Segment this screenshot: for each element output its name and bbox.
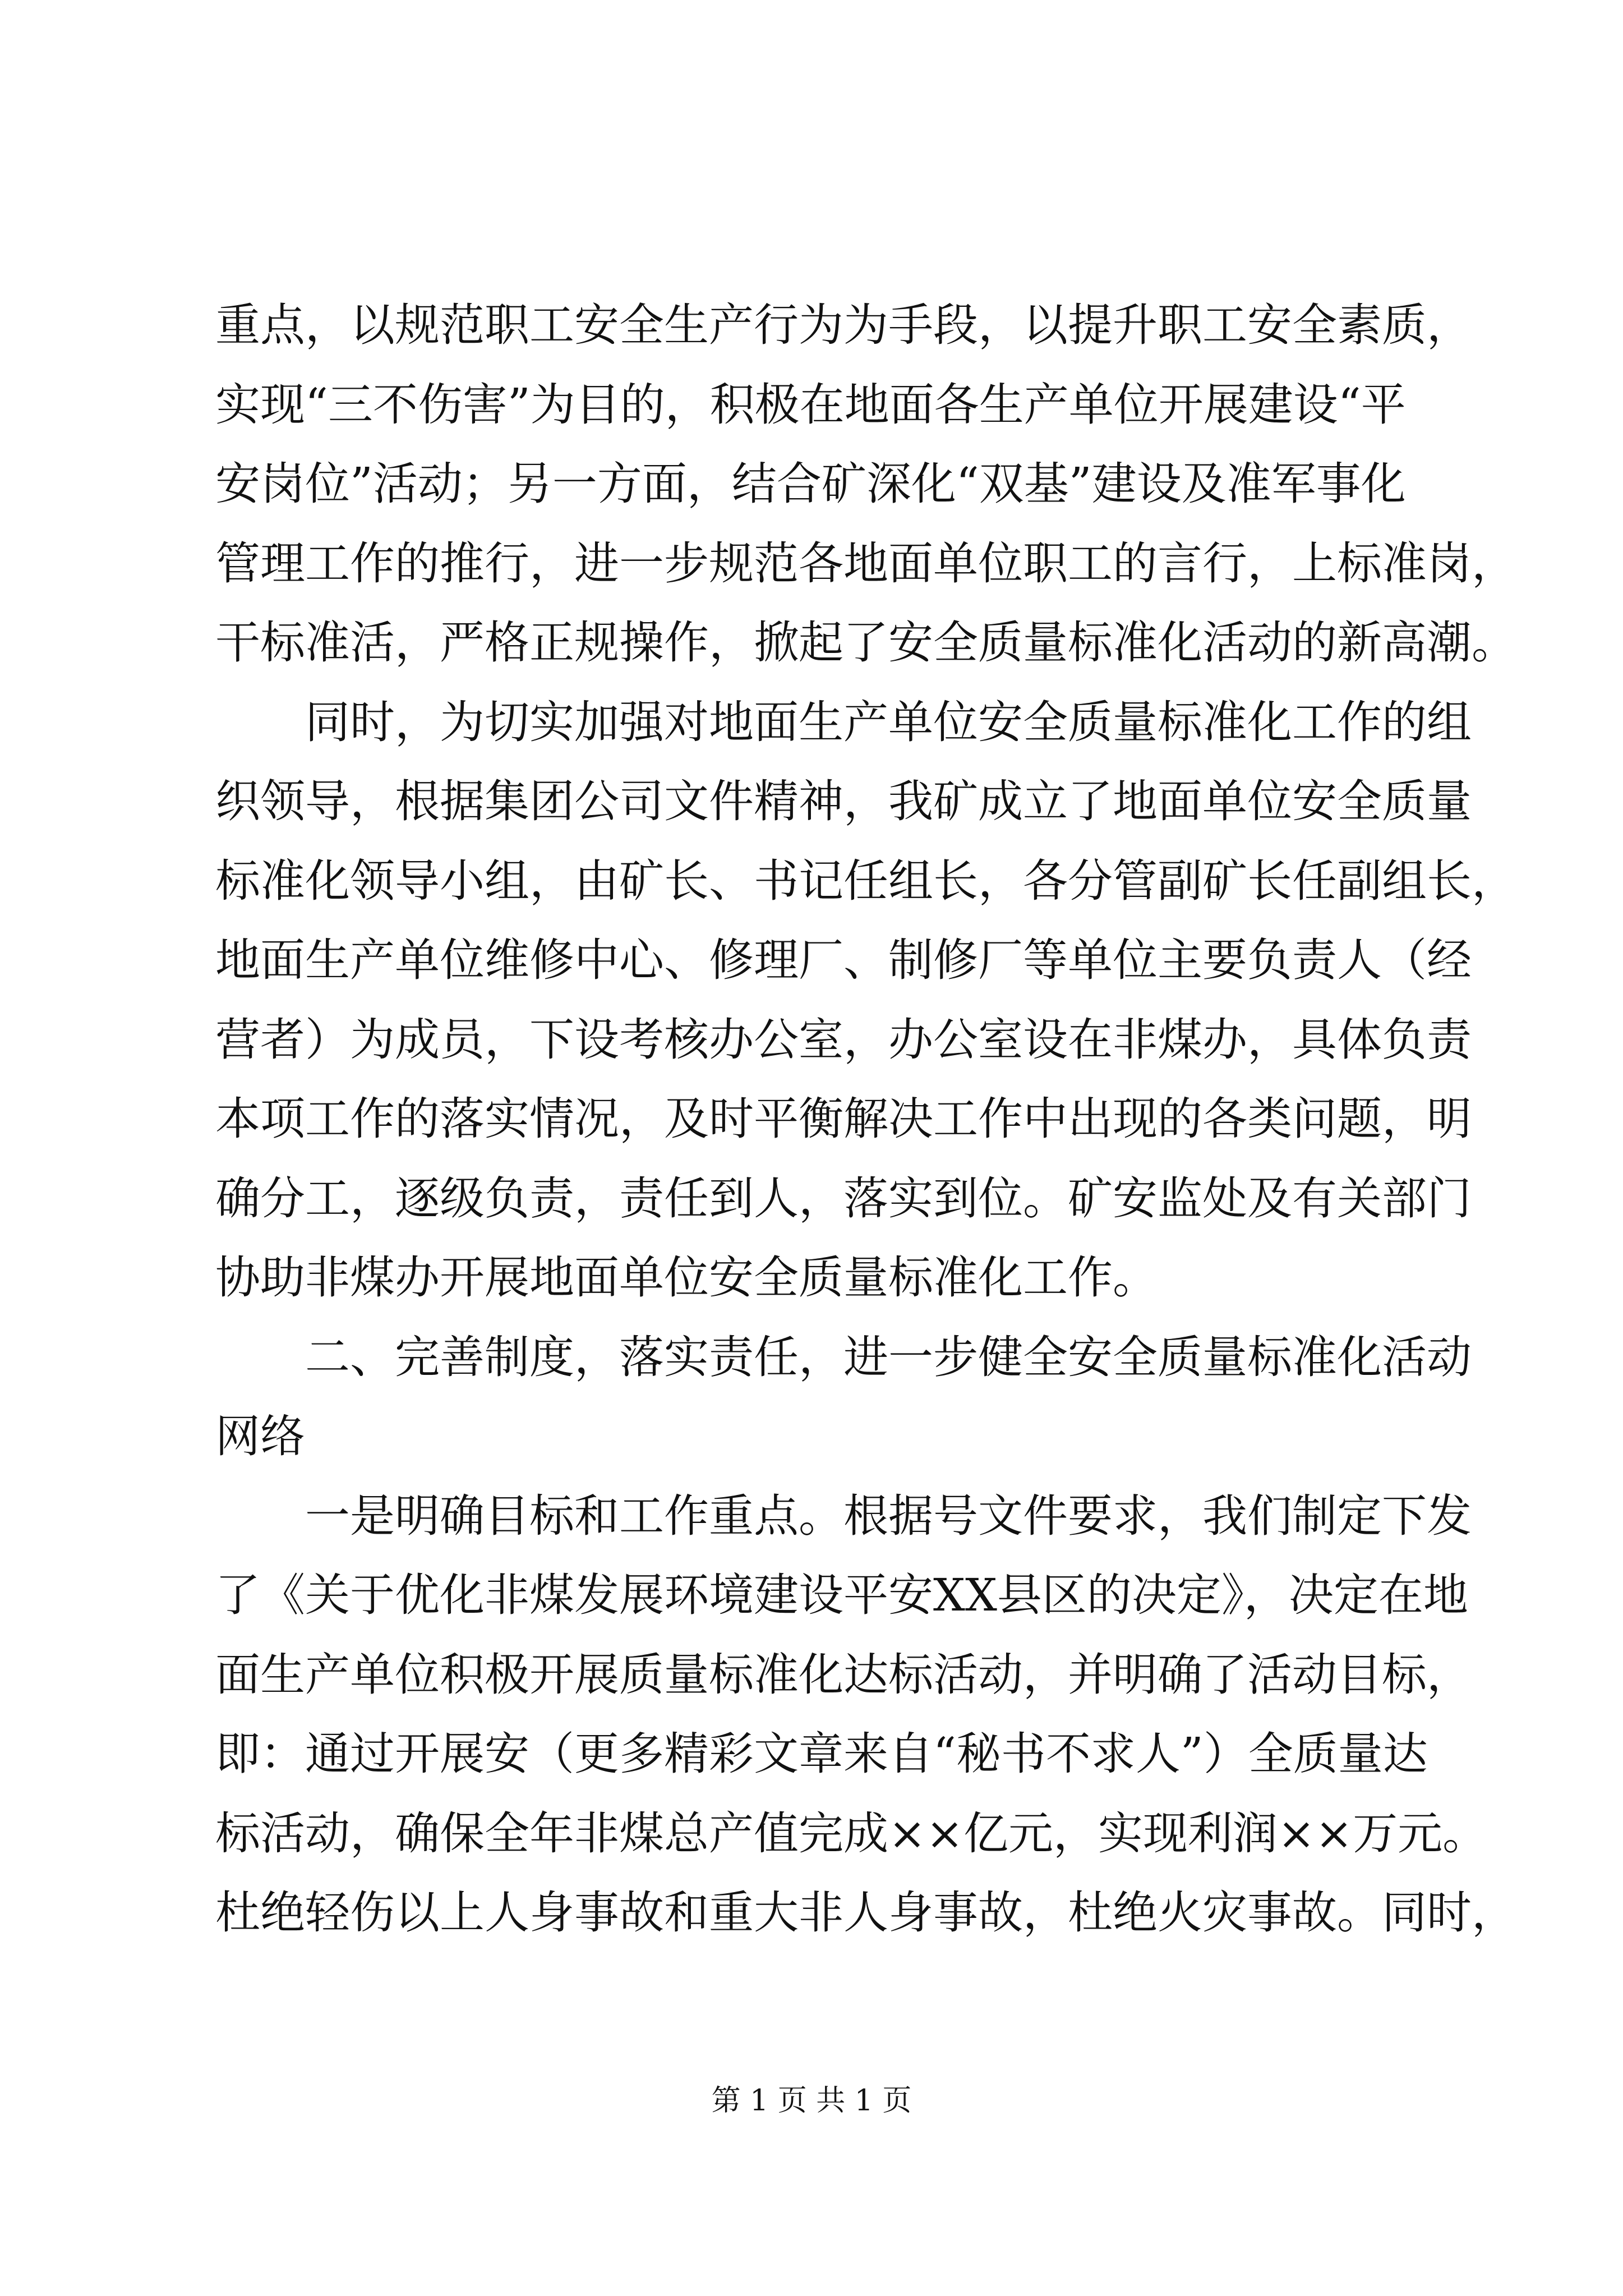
text-line: 杜绝轻伤以上人身事故和重大非人身事故，杜绝火灾事故。同时， [215, 1887, 1516, 1939]
text-line: 本项工作的落实情况，及时平衡解决工作中出现的各类问题，明 [215, 1093, 1472, 1145]
text-line: 同时，为切实加强对地面生产单位安全质量标准化工作的组 [215, 696, 1472, 748]
text-line: 即：通过开展安（更多精彩文章来自“秘书不求人”）全质量达 [215, 1728, 1428, 1780]
text-line: 了《关于优化非煤发展环境建设平安XX县区的决定》，决定在地 [215, 1569, 1468, 1621]
text-line: 安岗位”活动；另一方面，结合矿深化“双基”建设及准军事化 [215, 458, 1406, 510]
text-line: 实现“三不伤害”为目的，积极在地面各生产单位开展建设“平 [215, 379, 1406, 431]
text-line: 营者）为成员，下设考核办公室，办公室设在非煤办，具体负责 [215, 1014, 1472, 1066]
page-footer: 第 1 页 共 1 页 [711, 2084, 912, 2118]
text-line: 协助非煤办开展地面单位安全质量标准化工作。 [215, 1251, 1158, 1304]
text-line: 干标准活，严格正规操作，掀起了安全质量标准化活动的新高潮。 [215, 616, 1516, 669]
text-line: 织领导，根据集团公司文件精神，我矿成立了地面单位安全质量 [215, 775, 1472, 827]
text-line: 标活动，确保全年非煤总产值完成××亿元，实现利润××万元。 [215, 1807, 1488, 1860]
text-line: 一是明确目标和工作重点。根据号文件要求，我们制定下发 [215, 1490, 1472, 1542]
section-heading: 二、完善制度，落实责任，进一步健全安全质量标准化活动 [215, 1331, 1472, 1383]
section-heading: 网络 [215, 1410, 305, 1462]
text-line: 管理工作的推行，进一步规范各地面单位职工的言行，上标准岗， [215, 537, 1516, 590]
text-line: 重点，以规范职工安全生产行为为手段，以提升职工安全素质， [215, 299, 1472, 351]
text-line: 面生产单位积极开展质量标准化达标活动，并明确了活动目标， [215, 1649, 1472, 1701]
text-line: 确分工，逐级负责，责任到人，落实到位。矿安监处及有关部门 [215, 1172, 1472, 1225]
text-line: 标准化领导小组，由矿长、书记任组长，各分管副矿长任副组长， [215, 855, 1516, 907]
text-line: 地面生产单位维修中心、修理厂、制修厂等单位主要负责人（经 [215, 934, 1472, 986]
